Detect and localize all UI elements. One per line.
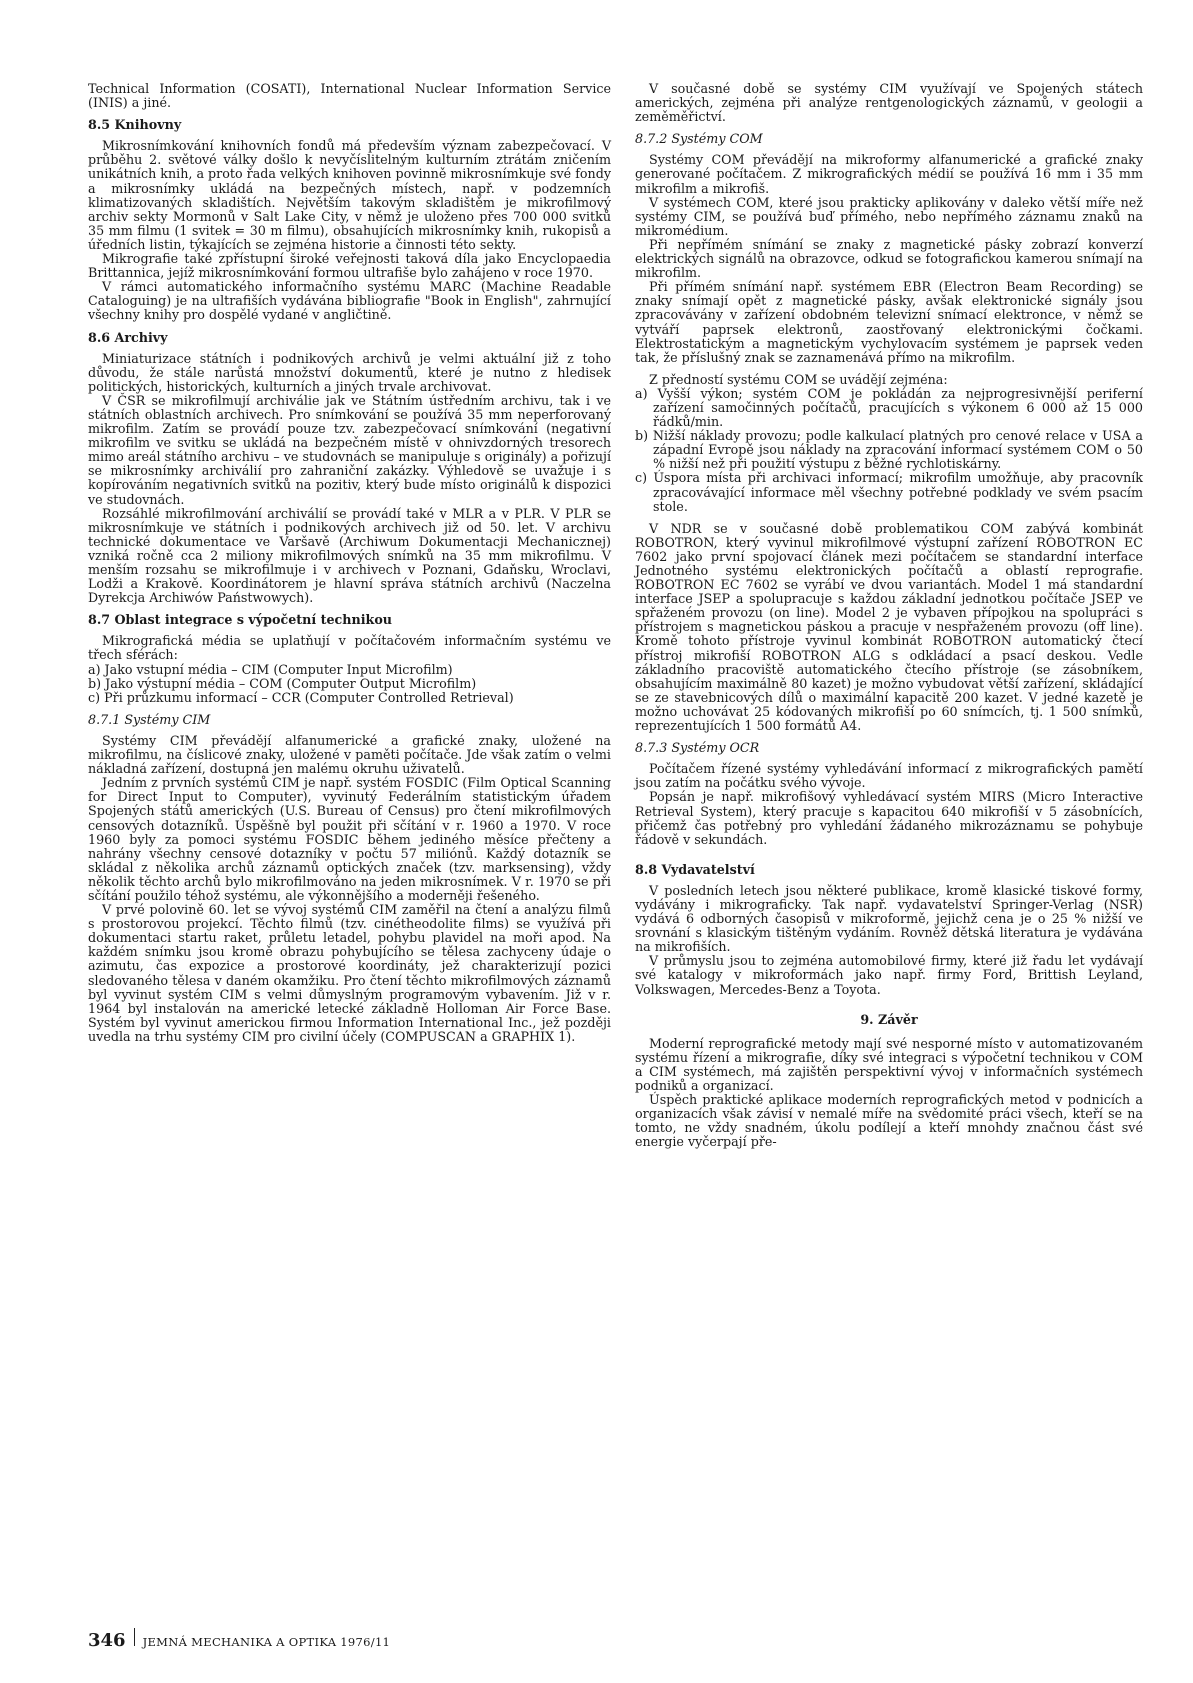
paragraph: Systémy CIM převádějí alfanumerické a grafické znaky, uložené na mikrofilmu, na číslicové znaky, uložené v paměti počítače. Jde však zatím o velmi nákladná zařízení, dostupná jen malému okruhu uživatelů.	[88, 732, 611, 777]
paragraph: V průmyslu jsou to zejména automobilové firmy, které již řadu let vydávají své katalogy v mikroformách jako např. firmy Ford, Brittish Leyland, Volkswagen, Mercedes-Benz a Toyota.	[635, 953, 1143, 997]
right-column	[635, 82, 1143, 1149]
paragraph: Miniaturizace státních i podnikových archivů je velmi aktuální již z toho důvodu, že stále narůstá množství dokumentů, které je nutno z hledisek politických, historických, kulturních a jiných trvale archivovat.	[88, 350, 611, 394]
page-footer	[88, 1628, 390, 1651]
subsection-heading-8-7-1: 8.7.1 Systémy CIM	[88, 711, 211, 727]
paragraph: Počítačem řízené systémy vyhledávání informací z mikrografických pamětí jsou zatím na počátku svého vývoje.	[635, 761, 1143, 791]
paragraph: V posledních letech jsou některé publikace, kromě klasické tiskové formy, vydávány i mikrograficky. Tak např. vydavatelství Springer-Verlag (NSR) vydává 6 odborných časopisů v mikroformě, jejichž cena je o 25 % nižší ve srovnání s klasickým tištěným vydáním. Rovněž dětská literatura je vydávána na mikrofiších.	[635, 882, 1143, 955]
list-item: c) Úspora místa při archivaci informací; mikrofilm umožňuje, aby pracovník zpracovávající informace měl všechny potřebné podklady ve svém psacím stole.	[635, 470, 1143, 514]
section-heading-8-7: 8.7 Oblast integrace s výpočetní technikou	[88, 612, 393, 628]
left-column	[88, 82, 611, 1044]
section-heading-8-5: 8.5 Knihovny	[88, 117, 182, 133]
list-item: c) Při průzkumu informací – CCR (Computer Controlled Retrieval)	[88, 689, 514, 705]
section-heading-8-8: 8.8 Vydavatelství	[635, 861, 755, 877]
paragraph: V ČSR se mikrofilmují archiválie jak ve Státním ústředním archivu, tak i ve státních oblastních archivech. Pro snímkování se používá 35 mm neperforovaný mikrofilm. Zatím se provádí pouze tzv. zabezpečovací snímkování (negativní mikrofilm ve svitku se ukládá na bezpečném místě v ohnivzdorných tresorech mimo areál státního archivu – ve studovnách se manipuluje s originály) a pořizují se mikrosnímky archiválií pro zahraniční zakázky. Výhledově se uvažuje i s kopírováním negativních svitků na pozitiv, který bude místo originálů k dispozici ve studovnách.	[88, 392, 611, 507]
paragraph: Mikrografie také zpřístupní široké veřejnosti taková díla jako Encyclopaedia Brittannica, jejíž mikrosnímkování formou ultrafiše bylo zahájeno v roce 1970.	[88, 251, 611, 281]
paragraph: Při přímém snímání např. systémem EBR (Electron Beam Recording) se znaky snímají opět z magnetické pásky, avšak elektronické signály jsou zpracovávány v zařízení obdobném televizní snímací elektronce, v němž se vytváří paprsek elektronů, zaostřovaný elektronickými čočkami. Elektrostatickým a magnetickým vychylovacím systémem je paprsek veden tak, že příslušný znak se zaznamenává přímo na mikrofilm.	[635, 279, 1143, 365]
paragraph: V prvé polovině 60. let se vývoj systémů CIM zaměřil na čtení a analýzu filmů s prostorovou projekcí. Těchto filmů (tzv. cinétheodolite films) se využívá při dokumentaci startu raket, průletu letadel, pohybu plavidel na moři apod. Na každém snímku jsou kromě obrazu pohybujícího se tělesa zachyceny údaje o azimutu, čas expozice a prostorové koordináty, jež charakterizují pozici sledovaného tělesa v daném okamžiku. Pro čtení těchto mikrofilmových záznamů byl vyvinut systém CIM s velmi důmyslným programovým vybavením. Již v r. 1964 byl instalován na americké letecké základně Holloman Air Force Base. Systém byl vyvinut americkou firmou Information International Inc., jež později uvedla na trhu systémy CIM pro civilní účely (COMPUSCAN a GRAPHIX 1).	[88, 902, 611, 1044]
page-number: 346	[88, 1630, 126, 1651]
paragraph: Popsán je např. mikrofišový vyhledávací systém MIRS (Micro Interactive Retrieval System), který pracuje s kapacitou 640 mikrofiší v 5 zásobnících, přičemž čas potřebný pro vyhledání žádaného mikrozáznamu se pohybuje řádově v sekundách.	[635, 789, 1143, 847]
paragraph: Z předností systému COM se uvádějí zejména:	[649, 371, 948, 387]
section-heading-8-6: 8.6 Archivy	[88, 329, 168, 345]
list-item: a) Jako vstupní média – CIM (Computer Input Microfilm)	[88, 661, 453, 677]
section-heading-9: 9. Závěr	[860, 1011, 918, 1027]
paragraph: Rozsáhlé mikrofilmování archiválií se provádí také v MLR a v PLR. V PLR se mikrosnímkuje ve státních i podnikových archivech již od 50. let. V archivu technické dokumentace ve Varšavě (Archiwum Dokumentacji Mechanicznej) vzniká ročně cca 2 miliony mikrofilmových snímků na 35 mm mikrofilmu. V menším rozsahu se mikrofilmuje i v archivech v Poznani, Gdaňsku, Wroclavi, Lodži a Krakově. Koordinátorem je hlavní správa státních archivů (Naczelna Dyrekcja Archiwów Państwowych).	[88, 505, 611, 606]
paragraph: Jedním z prvních systémů CIM je např. systém FOSDIC (Film Optical Scanning for Direct Input to Computer), vyvinutý Federálním statistickým úřadem Spojených států amerických (U.S. Bureau of Census) pro čtení mikrofilmových censových dotazníků. Úspěšně byl použit při sčítání v r. 1960 a 1970. V roce 1960 byly za pomoci systému FOSDIC během jediného měsíce přečteny a nahrány všechny censové dotazníky v počtu 57 miliónů. Každý dotazník se skládal z několika archů záznamů optických značek (tzv. marksensing), vždy několik těchto archů bylo mikrofilmováno na jeden mikrosnímek. V r. 1970 se při sčítání použilo téhož systému, ale výkonnějšího a moderněji řešeného.	[88, 775, 611, 903]
paragraph: Mikrografická média se uplatňují v počítačovém informačním systému ve třech sférách:	[88, 633, 611, 663]
list-item: b) Nižší náklady provozu; podle kalkulací platných pro cenové relace v USA a západní Evropě jsou náklady na zpracování informací systémem COM o 50 % nižší než při použití výstupu z běžné rychlotiskárny.	[635, 428, 1143, 472]
paragraph: Při nepřímém snímání se znaky z magnetické pásky zobrazí konverzí elektrických signálů na obrazovce, odkud se fotografickou kamerou snímají na mikrofilm.	[635, 236, 1143, 281]
paragraph: V systémech COM, které jsou prakticky aplikovány v daleko větší míře než systémy CIM, se používá buď přímého, nebo nepřímého záznamu znaků na mikromédium.	[635, 194, 1143, 238]
footer-divider	[134, 1628, 135, 1646]
paragraph: V rámci automatického informačního systému MARC (Machine Readable Cataloguing) je na ultrafiších vydávána bibliografie "Book in English", zahrnující všechny knihy pro dospělé vydané v angličtině.	[88, 279, 611, 323]
paragraph: Technical Information (COSATI), International Nuclear Information Service (INIS) a jiné.	[88, 81, 611, 111]
list-item: a) Vyšší výkon; systém COM je pokládán za nejprogresivnější periferní zařízení samočinných počítačů, pracujících s výkonem 6 000 až 15 000 řádků/min.	[635, 385, 1143, 430]
journal-name: JEMNÁ MECHANIKA A OPTIKA 1976/11	[142, 1635, 391, 1649]
paragraph: Úspěch praktické aplikace moderních reprografických metod v podnicích a organizacích však závisí v nemalé míře na svědomité práci všech, kteří se na tomto, ne vždy snadném, úkolu podílejí a kteří mnohdy značnou část své energie vyčerpají pře-	[635, 1092, 1143, 1150]
paragraph: Moderní reprografické metody mají své nesporné místo v automatizovaném systému řízení a mikrografie, díky své integraci s výpočetní technikou v COM a CIM systémech, má zajištěn perspektivní vývoj v informačních systémech podniků a organizací.	[635, 1035, 1143, 1093]
paragraph: V současné době se systémy CIM využívají ve Spojených státech amerických, zejména při analýze rentgenologických záznamů, v geologii a zeměměřictví.	[635, 81, 1143, 125]
list-item: b) Jako výstupní média – COM (Computer Output Microfilm)	[88, 675, 477, 691]
paragraph: Systémy COM převádějí na mikroformy alfanumerické a grafické znaky generované počítačem. Z mikrografických médií se používá 16 mm i 35 mm mikrofilm a mikrofiš.	[635, 152, 1143, 196]
paragraph: Mikrosnímkování knihovních fondů má především význam zabezpečovací. V průběhu 2. světové války došlo k nevyčíslitelným kulturním ztrátám zničením unikátních knih, a proto řada velkých knihoven povinně mikrosnímkuje své fondy a mikrosnímky ukládá na bezpečných místech, např. v podzemních klimatizovaných skladištích. Největším takovým skladištěm je mikrofilmový archiv sekty Mormonů v Salt Lake City, v němž je uloženo přes 700 000 svitků 35 mm filmu (1 svitek = 30 m filmu), obsahujících mikrosnímky knih, rukopisů a úředních listin, týkajících se zejména historie a činnosti této sekty.	[88, 138, 611, 252]
subsection-heading-8-7-2: 8.7.2 Systémy COM	[635, 131, 763, 147]
paragraph: V NDR se v současné době problematikou COM zabývá kombinát ROBOTRON, který vyvinul mikrofilmové výstupní zařízení ROBOTRON EC 7602 jako první spojovací článek mezi počítačem se standardní interface Jednotného systému elektronických počítačů a oblastí reprografie. ROBOTRON EC 7602 se vyrábí ve dvou variantách. Model 1 má standardní interface JSEP a spolupracuje s každou základní jednotkou počítače JSEP ve spřaženém provozu (on line). Model 2 je vybaven přípojkou na spolupráci s přístrojem s magnetickou páskou a pracuje v nespřaženém provozu (off line). Kromě tohoto přístroje vyvinul kombinát ROBOTRON automatický čtecí přístroj mikrofiší ROBOTRON ALG s odkládací a psací deskou. Vedle základního pracoviště automatického čtecího přístroje (se zásobníkem, obsahujícím maximálně 80 kazet) je možno vybudovat větší zařízení, skládající se ze stavebnicových dílů o maximální kapacitě 200 kazet. V jedné kazetě je možno uchovávat 25 kódovaných mikrofiší po 60 snímcích, tj. 1 500 snímků, reprezentujících 1 500 formátů A4.	[635, 520, 1143, 734]
subsection-heading-8-7-3: 8.7.3 Systémy OCR	[635, 740, 760, 756]
